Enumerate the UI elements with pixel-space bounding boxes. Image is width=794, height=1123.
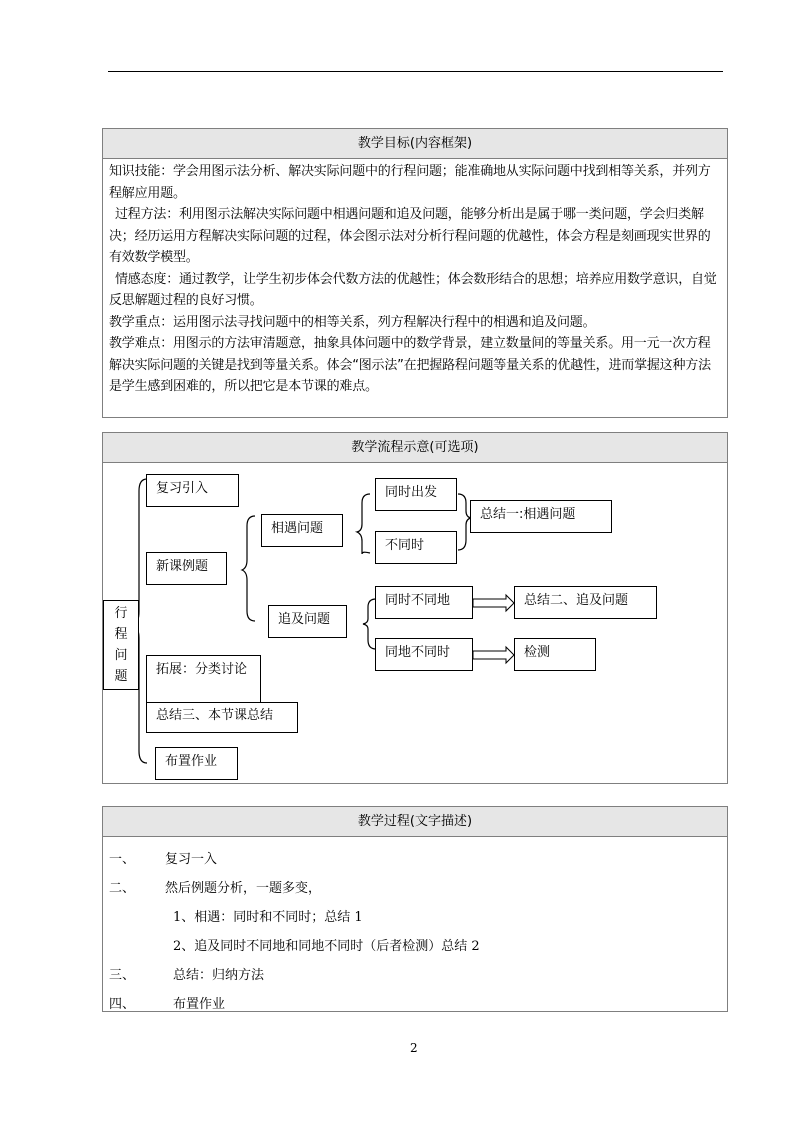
process-section (102, 806, 728, 1012)
process-row-2-text: 然后例题分析，一题多变， (165, 881, 322, 896)
new-examples-node: 新课例题 (146, 552, 227, 585)
objectives-body (103, 159, 727, 398)
objective-knowledge: 知识技能：学会用图示法分析、解决实际问题中的行程问题；能准确地从实际问题中找到相等关系，并列方程解应用题。 (109, 164, 711, 201)
same-time-diff-place-node: 同时不同地 (375, 586, 473, 619)
meeting-brace (357, 494, 370, 554)
same-place-diff-time-node: 同地不同时 (375, 638, 473, 671)
process-title: 教学过程(文字描述) (103, 807, 727, 837)
diff-time-node: 不同时 (375, 531, 457, 564)
homework-node: 布置作业 (155, 747, 238, 780)
arrow-to-summary2 (473, 595, 514, 611)
header-rule (108, 71, 723, 72)
objective-process: 过程方法：利用图示法解决实际问题中相遇问题和追及问题，能够分析出是属于哪一类问题，学会归类解决；经历运用方程解决实际问题的过程，体会图示法对分析行程问题的优越性，体会方程是刻画现实世界的有效数学模型。 (109, 207, 711, 265)
process-row-1-number: 一、 (109, 852, 136, 867)
process-row-6-number: 四、 (109, 997, 136, 1012)
process-row-5-text: 总结：归纳方法 (173, 968, 265, 983)
objective-difficulty: 教学难点：用图示的方法审清题意，抽象具体问题中的数学背景，建立数量间的等量关系。用一元一次方程解决实际问题的关键是找到等量关系。体会“图示法”在把握路程问题等量关系的优越性，进而掌握这种方法是学生感到困难的，所以把它是本节课的难点。 (109, 336, 711, 394)
meeting-node: 相遇问题 (261, 514, 343, 547)
extension-node: 拓展：分类讨论 (146, 655, 261, 707)
flow-section (102, 432, 728, 784)
process-row-4-text: 2、追及同时不同地和同地不同时（后者检测）总结 2 (173, 939, 480, 954)
flow-title: 教学流程示意(可选项) (103, 433, 727, 463)
review-node: 复习引入 (146, 474, 239, 507)
process-row-5-number: 三、 (109, 968, 136, 983)
objectives-section (102, 128, 728, 418)
objectives-title: 教学目标(内容框架) (103, 129, 727, 159)
summary1-node: 总结一:相遇问题 (470, 500, 612, 533)
check-node: 检测 (514, 638, 596, 671)
chasing-node: 追及问题 (268, 605, 347, 638)
same-time-start-node: 同时出发 (375, 478, 457, 511)
root-label: 行程问题 (114, 606, 128, 684)
objective-key-point: 教学重点：运用图示法寻找问题中的相等关系，列方程解决行程中的相遇和追及问题。 (109, 314, 596, 330)
arrow-to-check (473, 647, 514, 663)
page-number: 2 (410, 1041, 418, 1055)
summary3-node: 总结三、本节课总结 (146, 702, 298, 733)
process-row-6-text: 布置作业 (173, 997, 226, 1012)
process-row-2-number: 二、 (109, 881, 136, 896)
process-row-1-text: 复习一入 (165, 852, 218, 867)
examples-brace (242, 516, 255, 621)
root-node (103, 600, 139, 690)
summary2-node: 总结二、追及问题 (514, 586, 657, 619)
process-row-3-text: 1、相遇：同时和不同时；总结 1 (173, 910, 363, 925)
objective-attitude: 情感态度：通过教学，让学生初步体会代数方法的优越性；体会数形结合的思想；培养应用数学意识，自觉反思解题过程的良好习惯。 (109, 271, 717, 308)
